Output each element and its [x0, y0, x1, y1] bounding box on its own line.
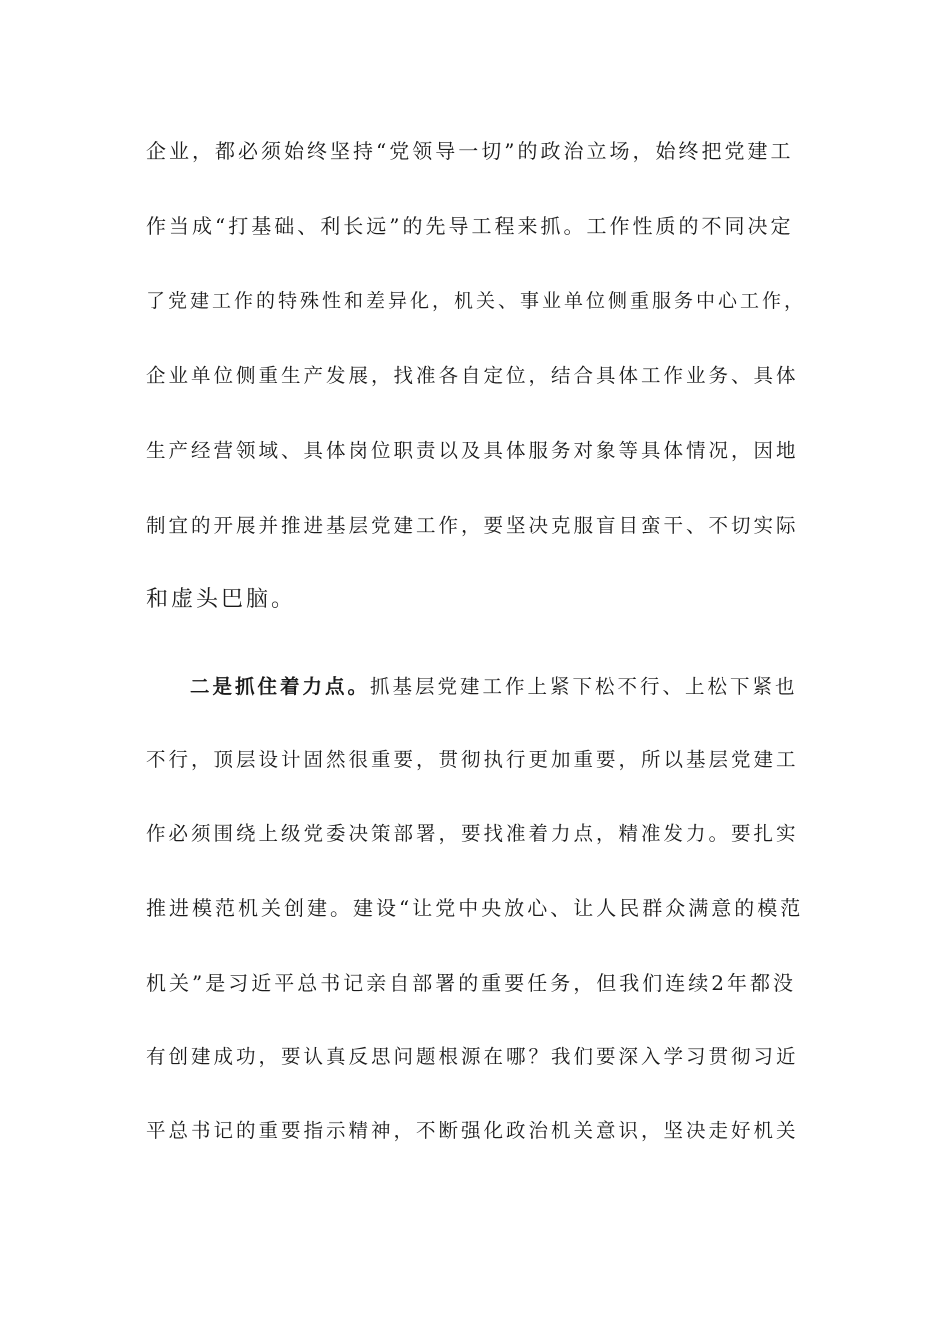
paragraph-line: 企业单位侧重生产发展，找准各自定位，结合具体工作业务、具体 [146, 364, 799, 387]
paragraph-line: 有创建成功，要认真反思问题根源在哪？我们要深入学习贯彻习近 [146, 1045, 799, 1068]
paragraph-line: 作当成“打基础、利长远”的先导工程来抓。工作性质的不同决定 [146, 214, 794, 238]
paragraph-line: 作必须围绕上级党委决策部署，要找准着力点，精准发力。要扎实 [146, 822, 799, 845]
paragraph-heading: 二是抓住着力点。 [190, 675, 371, 698]
paragraph-line: 企业，都必须始终坚持“党领导一切”的政治立场，始终把党建工 [146, 139, 794, 163]
paragraph-first-line [190, 672, 798, 702]
paragraph-line: 不行，顶层设计固然很重要，贯彻执行更加重要，所以基层党建工 [146, 748, 799, 771]
paragraph-line: 生产经营领域、具体岗位职责以及具体服务对象等具体情况，因地 [146, 439, 799, 462]
paragraph-line: 平总书记的重要指示精神，不断强化政治机关意识，坚决走好机关 [146, 1119, 799, 1142]
paragraph-line-text: 抓基层党建工作上紧下松不行、上松下紧也 [370, 675, 798, 698]
paragraph-line: 和虚头巴脑。 [146, 587, 297, 612]
paragraph-line: 推进模范机关创建。建设“让党中央放心、让人民群众满意的模范 [146, 896, 804, 920]
paragraph-line: 了党建工作的特殊性和差异化，机关、事业单位侧重服务中心工作， [146, 290, 807, 312]
paragraph-line: 机关”是习近平总书记亲自部署的重要任务，但我们连续2年都没 [146, 971, 796, 995]
paragraph-line: 制宜的开展并推进基层党建工作，要坚决克服盲目蛮干、不切实际 [146, 514, 799, 537]
